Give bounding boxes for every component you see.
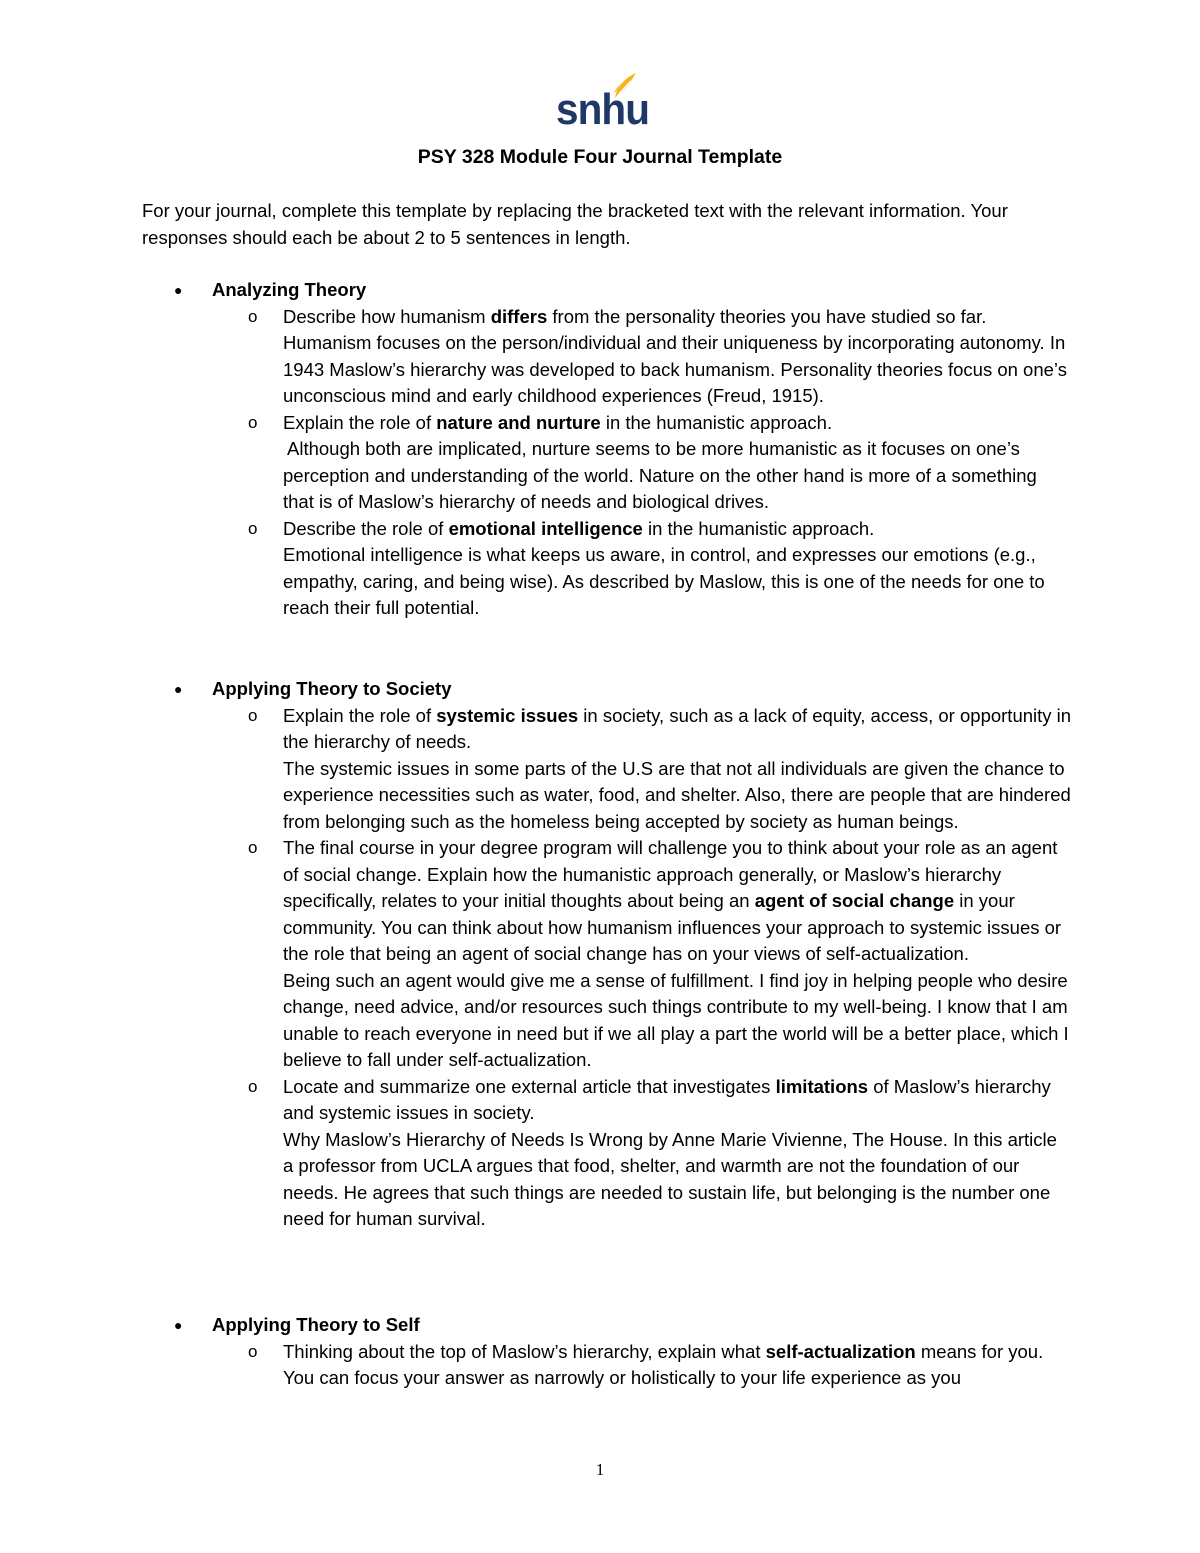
question-answer: Emotional intelligence is what keeps us aware, in control, and expresses our emotions (e.g., empathy, caring, and being wise). As described by Maslow, this is one of the needs for one to reach their full potential. — [283, 544, 1045, 618]
question-answer: The systemic issues in some parts of the U.S are that not all individuals are given the chance to experience necessities such as water, food, and shelter. Also, there are people that are hindered from belonging such as the homeless being accepted by society as human beings. — [283, 757, 1071, 832]
question-item — [142, 1074, 1072, 1233]
question-prompt: Thinking about the top of Maslow’s hierarchy, explain what self-actualization means for you. You can focus your answer as narrowly or holistically to your life experience as you — [283, 1340, 1044, 1388]
circle-bullet-icon: o — [248, 1076, 258, 1096]
page-title: PSY 328 Module Four Journal Template — [417, 146, 783, 168]
question-item — [142, 516, 1072, 622]
circle-bullet-icon: o — [248, 705, 258, 725]
section-heading-text: Applying Theory to Society — [212, 678, 452, 699]
question-answer: Although both are implicated, nurture seems to be more humanistic as it focuses on one’s perception and understanding of the world. Nature on the other hand is more of a something that is of Maslow’s hierarchy of needs and biological drives. — [283, 438, 1037, 512]
section-heading — [142, 676, 1072, 703]
intro-paragraph: For your journal, complete this template by replacing the bracketed text with the relevant information. Your responses should each be about 2 to 5 sentences in length. — [142, 200, 1008, 248]
question-answer: Humanism focuses on the person/individual and their uniqueness by incorporating autonomy. In 1943 Maslow’s hierarchy was developed to back humanism. Personality theories focus on one’s unconscious mind and early childhood experiences (Freud, 1915). — [283, 332, 1067, 406]
section-heading-text: Applying Theory to Self — [212, 1314, 420, 1335]
logo-text: snhu — [556, 85, 650, 134]
question-item — [142, 835, 1072, 1074]
bullet-icon: ● — [174, 1317, 183, 1333]
section-heading — [142, 277, 1072, 304]
section-heading — [142, 1312, 1072, 1339]
section-analyzing-theory — [142, 277, 1072, 622]
section-applying-theory-to-self — [142, 1312, 1072, 1392]
circle-bullet-icon: o — [248, 1341, 258, 1361]
question-prompt: Locate and summarize one external article that investigates limitations of Maslow’s hierarchy and systemic issues in society. — [283, 1075, 1051, 1123]
circle-bullet-icon: o — [248, 412, 258, 432]
question-prompt: Describe the role of emotional intelligence in the humanistic approach. — [283, 517, 875, 539]
circle-bullet-icon: o — [248, 518, 258, 538]
question-answer: Why Maslow’s Hierarchy of Needs Is Wrong by Anne Marie Vivienne, The House. In this article a professor from UCLA argues that food, shelter, and warmth are not the foundation of our needs. He agrees that such things are needed to sustain life, but belonging is the number one need for human survival. — [283, 1128, 1057, 1229]
circle-bullet-icon: o — [248, 306, 258, 326]
question-prompt: The final course in your degree program will challenge you to think about your role as an agent of social change. Explain how the humanistic approach generally, or Maslow’s hierarchy specifically, relates to your initial thoughts about being an agent of social change in your community. You can think about how humanism influences your approach to systemic issues or the role that being an agent of social change has on your views of self-actualization. — [283, 837, 1062, 964]
question-item — [142, 304, 1072, 410]
question-item — [142, 703, 1072, 836]
section-applying-theory-to-society — [142, 676, 1072, 1233]
question-prompt: Explain the role of systemic issues in society, such as a lack of equity, access, or opportunity in the hierarchy of needs. — [283, 704, 1072, 752]
circle-bullet-icon: o — [248, 838, 258, 857]
question-prompt: Describe how humanism differs from the personality theories you have studied so far. — [283, 305, 987, 327]
section-heading-text: Analyzing Theory — [212, 279, 367, 300]
page-number: 1 — [595, 1460, 605, 1479]
snhu-logo — [553, 72, 650, 134]
bullet-icon: ● — [174, 282, 183, 298]
question-answer: Being such an agent would give me a sense of fulfillment. I find joy in helping people who desire change, need advice, and/or resources such things contribute to my well-being. I know that I am unable to reach everyone in need but if we all play a part the world will be a better place, which I believe to fall under self-actualization. — [283, 969, 1069, 1070]
bullet-icon: ● — [174, 681, 183, 697]
question-prompt: Explain the role of nature and nurture in the humanistic approach. — [283, 411, 833, 433]
question-item — [142, 1339, 1072, 1392]
question-item — [142, 410, 1072, 516]
